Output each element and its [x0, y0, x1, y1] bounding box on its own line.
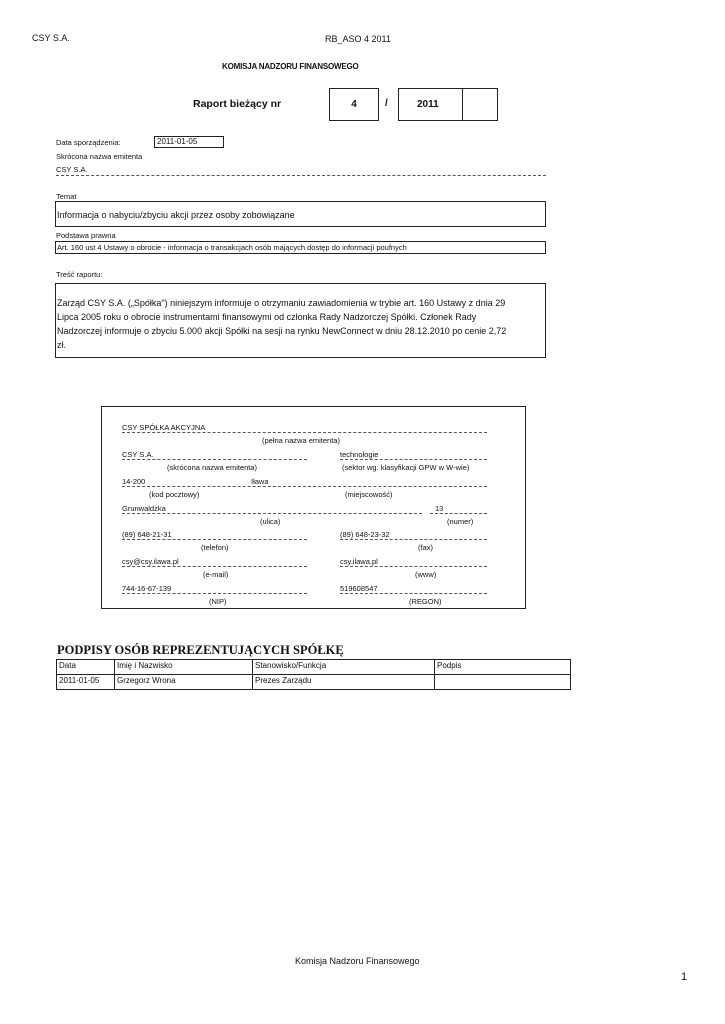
- issuer-number-caption: (numer): [447, 517, 474, 526]
- issuer-www-line: [340, 566, 487, 567]
- header-company: CSY S.A.: [32, 33, 70, 43]
- short-name-label: Skrócona nazwa emitenta: [56, 152, 143, 161]
- content-line: Nadzorczej informuje o zbyciu 5.000 akcji Spółki na sesji na rynku NewConnect w dniu 28.12.2010 po cenie 2,72: [57, 326, 507, 336]
- issuer-street: Grunwaldzka: [122, 504, 166, 513]
- signature-name: Grzegorz Wrona: [115, 675, 253, 690]
- signature-cell: [435, 675, 571, 690]
- content-label: Treść raportu:: [56, 270, 103, 279]
- subject-label: Temat: [56, 192, 77, 201]
- issuer-postal-code: 14-200: [122, 477, 146, 486]
- signatures-header-cell: Data: [57, 660, 115, 675]
- content-text: [57, 296, 506, 352]
- issuer-nip-caption: (NIP): [209, 597, 227, 606]
- report-year: 2011: [417, 99, 439, 110]
- subject-value: Informacja o nabyciu/zbyciu akcji przez osoby zobowiązane: [57, 210, 295, 220]
- issuer-full-name: CSY SPÓŁKA AKCYJNA: [122, 423, 206, 432]
- issuer-phone-caption: (telefon): [201, 543, 229, 552]
- report-number-box: [329, 88, 379, 121]
- report-separator: /: [385, 98, 388, 109]
- subject-box: [55, 201, 546, 227]
- issuer-short-name: CSY S.A.: [122, 450, 154, 459]
- header-report-code: RB_ASO 4 2011: [325, 34, 391, 44]
- issuer-number: 13: [435, 504, 444, 513]
- issuer-fax: (89) 648-23-32: [340, 530, 390, 539]
- signatures-header-cell: Imię i Nazwisko: [115, 660, 253, 675]
- signatures-header-cell: Podpis: [435, 660, 571, 675]
- issuer-street-caption: (ulica): [260, 517, 281, 526]
- issuer-fax-line: [340, 539, 487, 540]
- date-field: 2011-01-05: [154, 136, 224, 148]
- issuer-city: Iława: [251, 477, 269, 486]
- content-line: Lipca 2005 roku o obrocie instrumentami finansowymi od członka Rady Nadzorczej Spółki. Członek Rady: [57, 312, 477, 322]
- issuer-sector: technologie: [340, 450, 379, 459]
- issuer-phone: (89) 648-21-31: [122, 530, 172, 539]
- legal-basis-box: [55, 241, 546, 254]
- issuer-regon-line: [340, 593, 487, 594]
- issuer-sector-caption: (sektor wg. klasyfikacji GPW w W-wie): [342, 463, 470, 472]
- issuer-short-name-caption: (skrócona nazwa emitenta): [167, 463, 258, 472]
- issuer-nip-line: [122, 593, 307, 594]
- content-line: zł.: [57, 340, 66, 350]
- content-line: Zarząd CSY S.A. („Spółka") niniejszym informuje o otrzymaniu zawiadomienia w trybie art. 160 Ustawy z dnia 29: [57, 298, 506, 308]
- issuer-fax-caption: (fax): [418, 543, 433, 552]
- issuer-number-line: [430, 513, 487, 514]
- issuer-email-line: [122, 566, 307, 567]
- signature-position: Prezes Zarządu: [253, 675, 435, 690]
- report-number: 4: [351, 99, 357, 110]
- report-title: Raport bieżący nr: [193, 98, 282, 110]
- issuer-short-name-line: [122, 459, 307, 460]
- issuer-nip: 744-16-67-139: [122, 584, 172, 593]
- issuer-city-caption: (miejscowość): [345, 490, 393, 499]
- legal-basis-label: Podstawa prawna: [56, 231, 116, 240]
- content-box: [55, 283, 546, 358]
- signatures-header-row: [57, 660, 571, 675]
- issuer-email-caption: (e-mail): [203, 570, 229, 579]
- signatures-title: PODPISY OSÓB REPREZENTUJĄCYCH SPÓŁKĘ: [57, 643, 344, 657]
- report-year-box: [398, 88, 498, 121]
- legal-basis-value: Art. 160 ust 4 Ustawy o obrocie - informacja o transakcjach osób mających dostęp do informacji poufnych: [57, 243, 407, 252]
- issuer-sector-line: [340, 459, 487, 460]
- issuer-street-line: [122, 513, 422, 514]
- issuer-address-line: [122, 486, 487, 487]
- page-number: 1: [681, 971, 688, 983]
- date-label: Data sporządzenia:: [56, 138, 121, 147]
- header-authority: KOMISJA NADZORU FINANSOWEGO: [222, 62, 359, 71]
- signature-date: 2011-01-05: [57, 675, 115, 690]
- issuer-full-name-line: [122, 432, 487, 433]
- issuer-regon: 519608547: [340, 584, 378, 593]
- issuer-www-caption: (www): [415, 570, 437, 579]
- issuer-phone-line: [122, 539, 307, 540]
- issuer-regon-caption: (REGON): [409, 597, 442, 606]
- short-name-underline: [56, 175, 546, 176]
- signatures-header-cell: Stanowisko/Funkcja: [253, 660, 435, 675]
- table-row: [57, 675, 571, 690]
- signatures-table: [56, 659, 571, 690]
- issuer-postal-code-caption: (kod pocztowy): [149, 490, 200, 499]
- issuer-email[interactable]: csy@csy.ilawa.pl: [122, 557, 179, 566]
- short-name-value: CSY S.A.: [56, 165, 88, 174]
- year-box-divider: [462, 89, 463, 120]
- issuer-full-name-caption: (pełna nazwa emitenta): [262, 436, 340, 445]
- issuer-www[interactable]: csy.ilawa.pl: [340, 557, 378, 566]
- footer-authority: Komisja Nadzoru Finansowego: [295, 956, 420, 966]
